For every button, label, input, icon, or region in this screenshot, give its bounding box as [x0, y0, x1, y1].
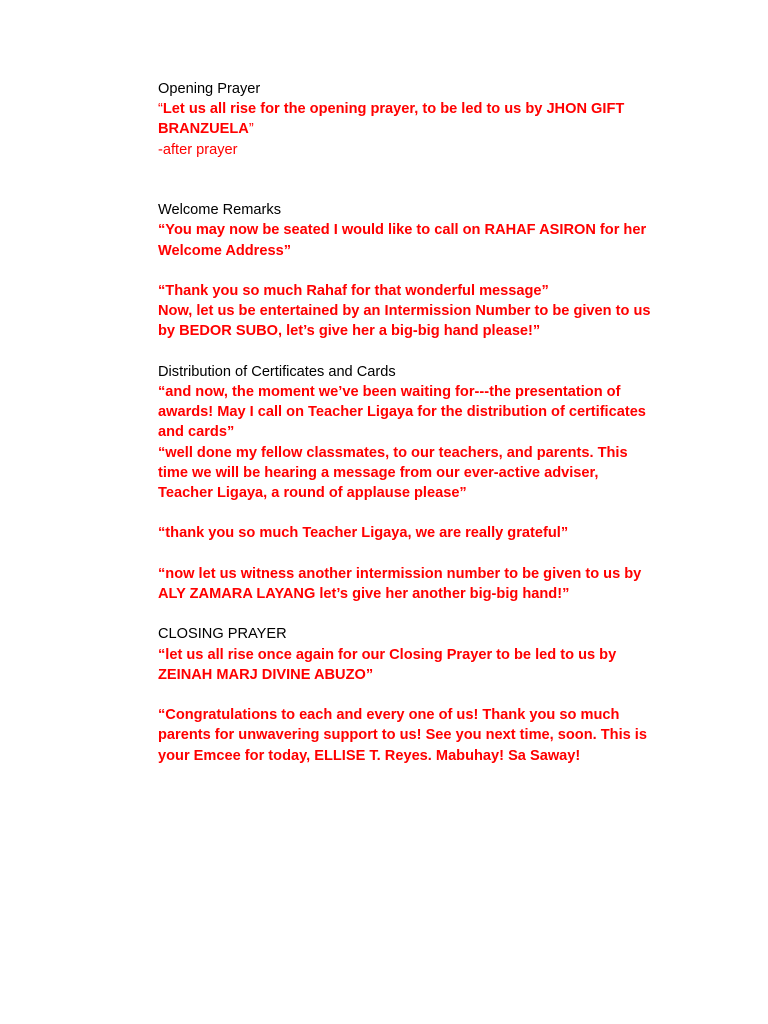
opening-prayer-text-1: Let us all rise for the opening prayer, to be led to us by JHON GIFT: [162, 101, 625, 118]
spacer: [158, 604, 688, 624]
final-line: parents for unwavering support to us! See you next time, soon. This is: [158, 727, 647, 744]
spacer: [158, 160, 688, 200]
distribution-line: and cards”: [158, 424, 235, 441]
spacer: [158, 261, 688, 281]
opening-prayer-line-1: [158, 99, 688, 119]
spacer: [158, 342, 688, 362]
spacer: [158, 685, 688, 705]
final-line: your Emcee for today, ELLISE T. Reyes. Mabuhay! Sa Saway!: [158, 747, 581, 764]
close-quote: ”: [248, 121, 254, 138]
spacer: [158, 544, 688, 564]
distribution-line: “and now, the moment we’ve been waiting for---the presentation of: [158, 384, 621, 400]
distribution-line: Teacher Ligaya, a round of applause please”: [158, 485, 467, 502]
spacer: [158, 503, 688, 523]
distribution-line: awards! May I call on Teacher Ligaya for the distribution of certificates: [158, 404, 646, 421]
closing-prayer-heading: CLOSING PRAYER: [158, 626, 287, 643]
opening-prayer-heading: Opening Prayer: [158, 81, 261, 97]
welcome-remarks-heading: Welcome Remarks: [158, 202, 281, 219]
distribution-line: “well done my fellow classmates, to our teachers, and parents. This: [158, 444, 628, 461]
intermission-line: ALY ZAMARA LAYANG let’s give her another big-big hand!”: [158, 586, 570, 602]
welcome-line: “You may now be seated I would like to call on RAHAF ASIRON for her: [158, 222, 647, 239]
closing-line: “let us all rise once again for our Closing Prayer to be led to us by: [158, 646, 617, 663]
welcome-thanks-line: “Thank you so much Rahaf for that wonderful message”: [158, 283, 549, 299]
opening-prayer-line-2: [158, 119, 688, 139]
distribution-line: time we will be hearing a message from our ever-active adviser,: [158, 464, 599, 481]
welcome-thanks-line: by BEDOR SUBO, let’s give her a big-big hand please!”: [158, 323, 541, 340]
welcome-line: Welcome Address”: [158, 242, 292, 259]
welcome-thanks-line: Now, let us be entertained by an Intermission Number to be given to us: [158, 303, 651, 320]
after-prayer-note: -after prayer: [158, 141, 238, 158]
distribution-heading: Distribution of Certificates and Cards: [158, 363, 396, 380]
final-line: “Congratulations to each and every one of us! Thank you so much: [158, 707, 620, 724]
intermission-line: “now let us witness another intermission number to be given to us by: [158, 565, 642, 582]
closing-line: ZEINAH MARJ DIVINE ABUZO”: [158, 666, 374, 683]
teacher-thanks-line: “thank you so much Teacher Ligaya, we are really grateful”: [158, 525, 569, 542]
open-quote: “: [158, 101, 163, 118]
opening-prayer-text-2: BRANZUELA: [158, 121, 249, 138]
